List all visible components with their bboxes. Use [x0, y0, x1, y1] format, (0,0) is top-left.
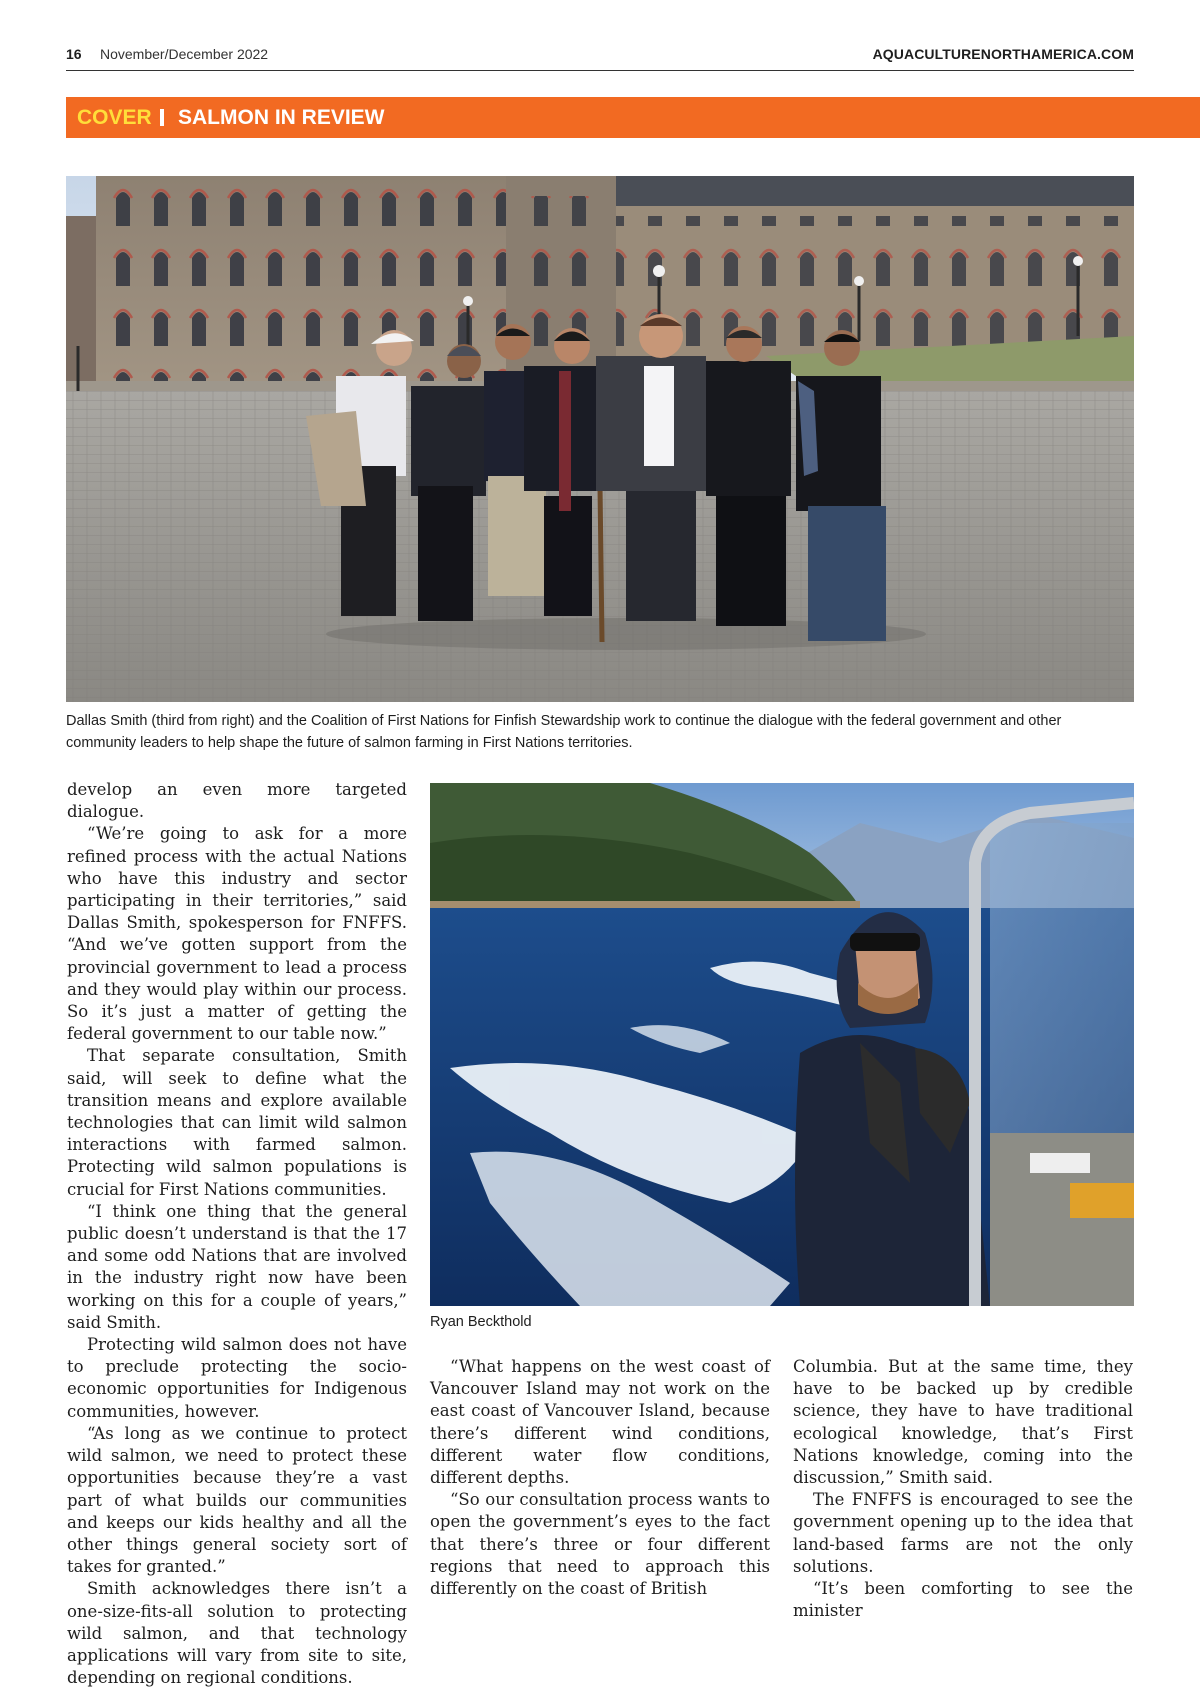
paragraph: The FNFFS is encouraged to see the government opening up to the idea that land-based farms are not the only solutions.: [793, 1490, 1133, 1576]
article-column-3: [793, 1356, 1133, 1622]
section-divider: [160, 109, 164, 126]
photo-caption-boat: Ryan Beckthold: [430, 1314, 532, 1330]
article-column-2: [430, 1356, 770, 1600]
boat-photo: [430, 783, 1134, 1306]
paragraph: “What happens on the west coast of Vancouver Island may not work on the east coast of Vancouver Island, because there’s different wind conditions, different water flow conditions, different depths.: [430, 1357, 770, 1488]
paragraph: Columbia. But at the same time, they have to be backed up by credible science, they have to have traditional ecological knowledge, that’s First Nations knowledge, coming into the discussion,” Smith said.: [793, 1357, 1133, 1488]
page-number: 16: [66, 46, 82, 62]
section-banner: [66, 97, 1200, 138]
paragraph: “I think one thing that the general public doesn’t understand is that the 17 and some odd Nations that are involved in the industry right now have been working on this for a couple of years,” said Smith.: [67, 1201, 407, 1332]
group-photo: [66, 176, 1134, 702]
paragraph: develop an even more targeted dialogue.: [67, 780, 407, 822]
page-header: [66, 44, 1134, 71]
paragraph: “It’s been comforting to see the minister: [793, 1579, 1133, 1621]
issue-date: November/December 2022: [100, 46, 269, 62]
paragraph: Smith acknowledges there isn’t a one-size-fits-all solution to protecting wild salmon, and that technology applications will vary from site to site, depending on regional conditions.: [67, 1579, 407, 1688]
site-url: AQUACULTURENORTHAMERICA.COM: [872, 46, 1134, 62]
paragraph: “As long as we continue to protect wild salmon, we need to protect these opportunities because they’re a vast part of what builds our communities and keeps our kids healthy and all the other things general society sort of takes for granted.”: [67, 1423, 407, 1577]
section-label: COVER: [77, 106, 152, 129]
paragraph: Protecting wild salmon does not have to preclude protecting the socio-economic opportunities for Indigenous communities, however.: [67, 1335, 407, 1421]
section-title: SALMON IN REVIEW: [178, 106, 385, 129]
paragraph: “We’re going to ask for a more refined process with the actual Nations who have this industry and sector participating in their territories,” said Dallas Smith, spokesperson for FNFFS. “And we’ve gotten support from the provincial government to lead a process and they would play within our process. So it’s just a matter of getting the federal government to our table now.”: [67, 824, 407, 1044]
paragraph: “So our consultation process wants to open the government’s eyes to the fact that there’s three or four different regions that need to approach this differently on the coast of British: [430, 1490, 770, 1599]
photo-caption-group: Dallas Smith (third from right) and the Coalition of First Nations for Finfish Stewardship work to continue the dialogue with the federal government and other community leaders to help shape the future of salmon farming in First Nations territories.: [66, 713, 1062, 751]
paragraph: That separate consultation, Smith said, will seek to define what the transition means and explore available technologies that can limit wild salmon interactions with farmed salmon. Protecting wild salmon populations is crucial for First Nations communities.: [67, 1046, 407, 1199]
article-column-1: [67, 779, 407, 1689]
